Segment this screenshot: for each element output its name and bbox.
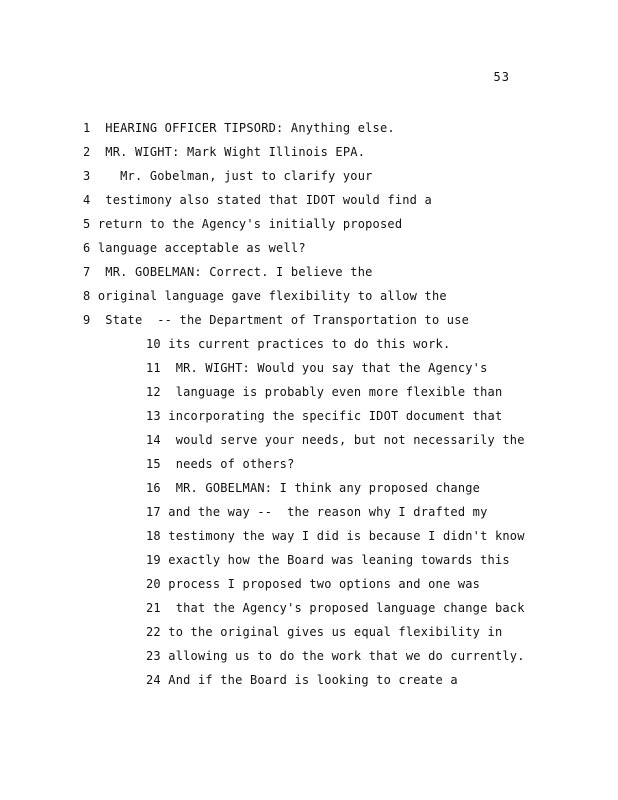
transcript-line-6: 6 language acceptable as well?	[83, 241, 306, 255]
transcript-line-11: 11 MR. WIGHT: Would you say that the Agency's	[146, 361, 488, 375]
transcript-line-9: 9 State -- the Department of Transportation to use	[83, 313, 470, 327]
transcript-line-20: 20 process I proposed two options and one was	[146, 577, 481, 591]
transcript-line-8: 8 original language gave flexibility to allow the	[83, 289, 447, 303]
transcript-line-4: 4 testimony also stated that IDOT would find a	[83, 193, 432, 207]
transcript-line-17: 17 and the way -- the reason why I drafted my	[146, 505, 488, 519]
transcript-line-13: 13 incorporating the specific IDOT document that	[146, 409, 503, 423]
transcript-line-1: 1 HEARING OFFICER TIPSORD: Anything else.	[83, 121, 395, 135]
transcript-line-15: 15 needs of others?	[146, 457, 295, 471]
transcript-line-21: 21 that the Agency's proposed language change back	[146, 601, 525, 615]
transcript-line-16: 16 MR. GOBELMAN: I think any proposed change	[146, 481, 481, 495]
transcript-line-18: 18 testimony the way I did is because I didn't know	[146, 529, 525, 543]
transcript-line-7: 7 MR. GOBELMAN: Correct. I believe the	[83, 265, 373, 279]
transcript-line-22: 22 to the original gives us equal flexibility in	[146, 625, 503, 639]
transcript-line-12: 12 language is probably even more flexible than	[146, 385, 503, 399]
transcript-line-10: 10 its current practices to do this work.	[146, 337, 451, 351]
transcript-line-5: 5 return to the Agency's initially proposed	[83, 217, 403, 231]
transcript-line-19: 19 exactly how the Board was leaning towards this	[146, 553, 510, 567]
transcript-line-2: 2 MR. WIGHT: Mark Wight Illinois EPA.	[83, 145, 366, 159]
transcript-line-24: 24 And if the Board is looking to create a	[146, 673, 458, 687]
page-number: 53	[493, 70, 510, 84]
transcript-line-23: 23 allowing us to do the work that we do currently.	[146, 649, 525, 663]
transcript-line-14: 14 would serve your needs, but not necessarily the	[146, 433, 525, 447]
transcript-line-3: 3 Mr. Gobelman, just to clarify your	[83, 169, 373, 183]
